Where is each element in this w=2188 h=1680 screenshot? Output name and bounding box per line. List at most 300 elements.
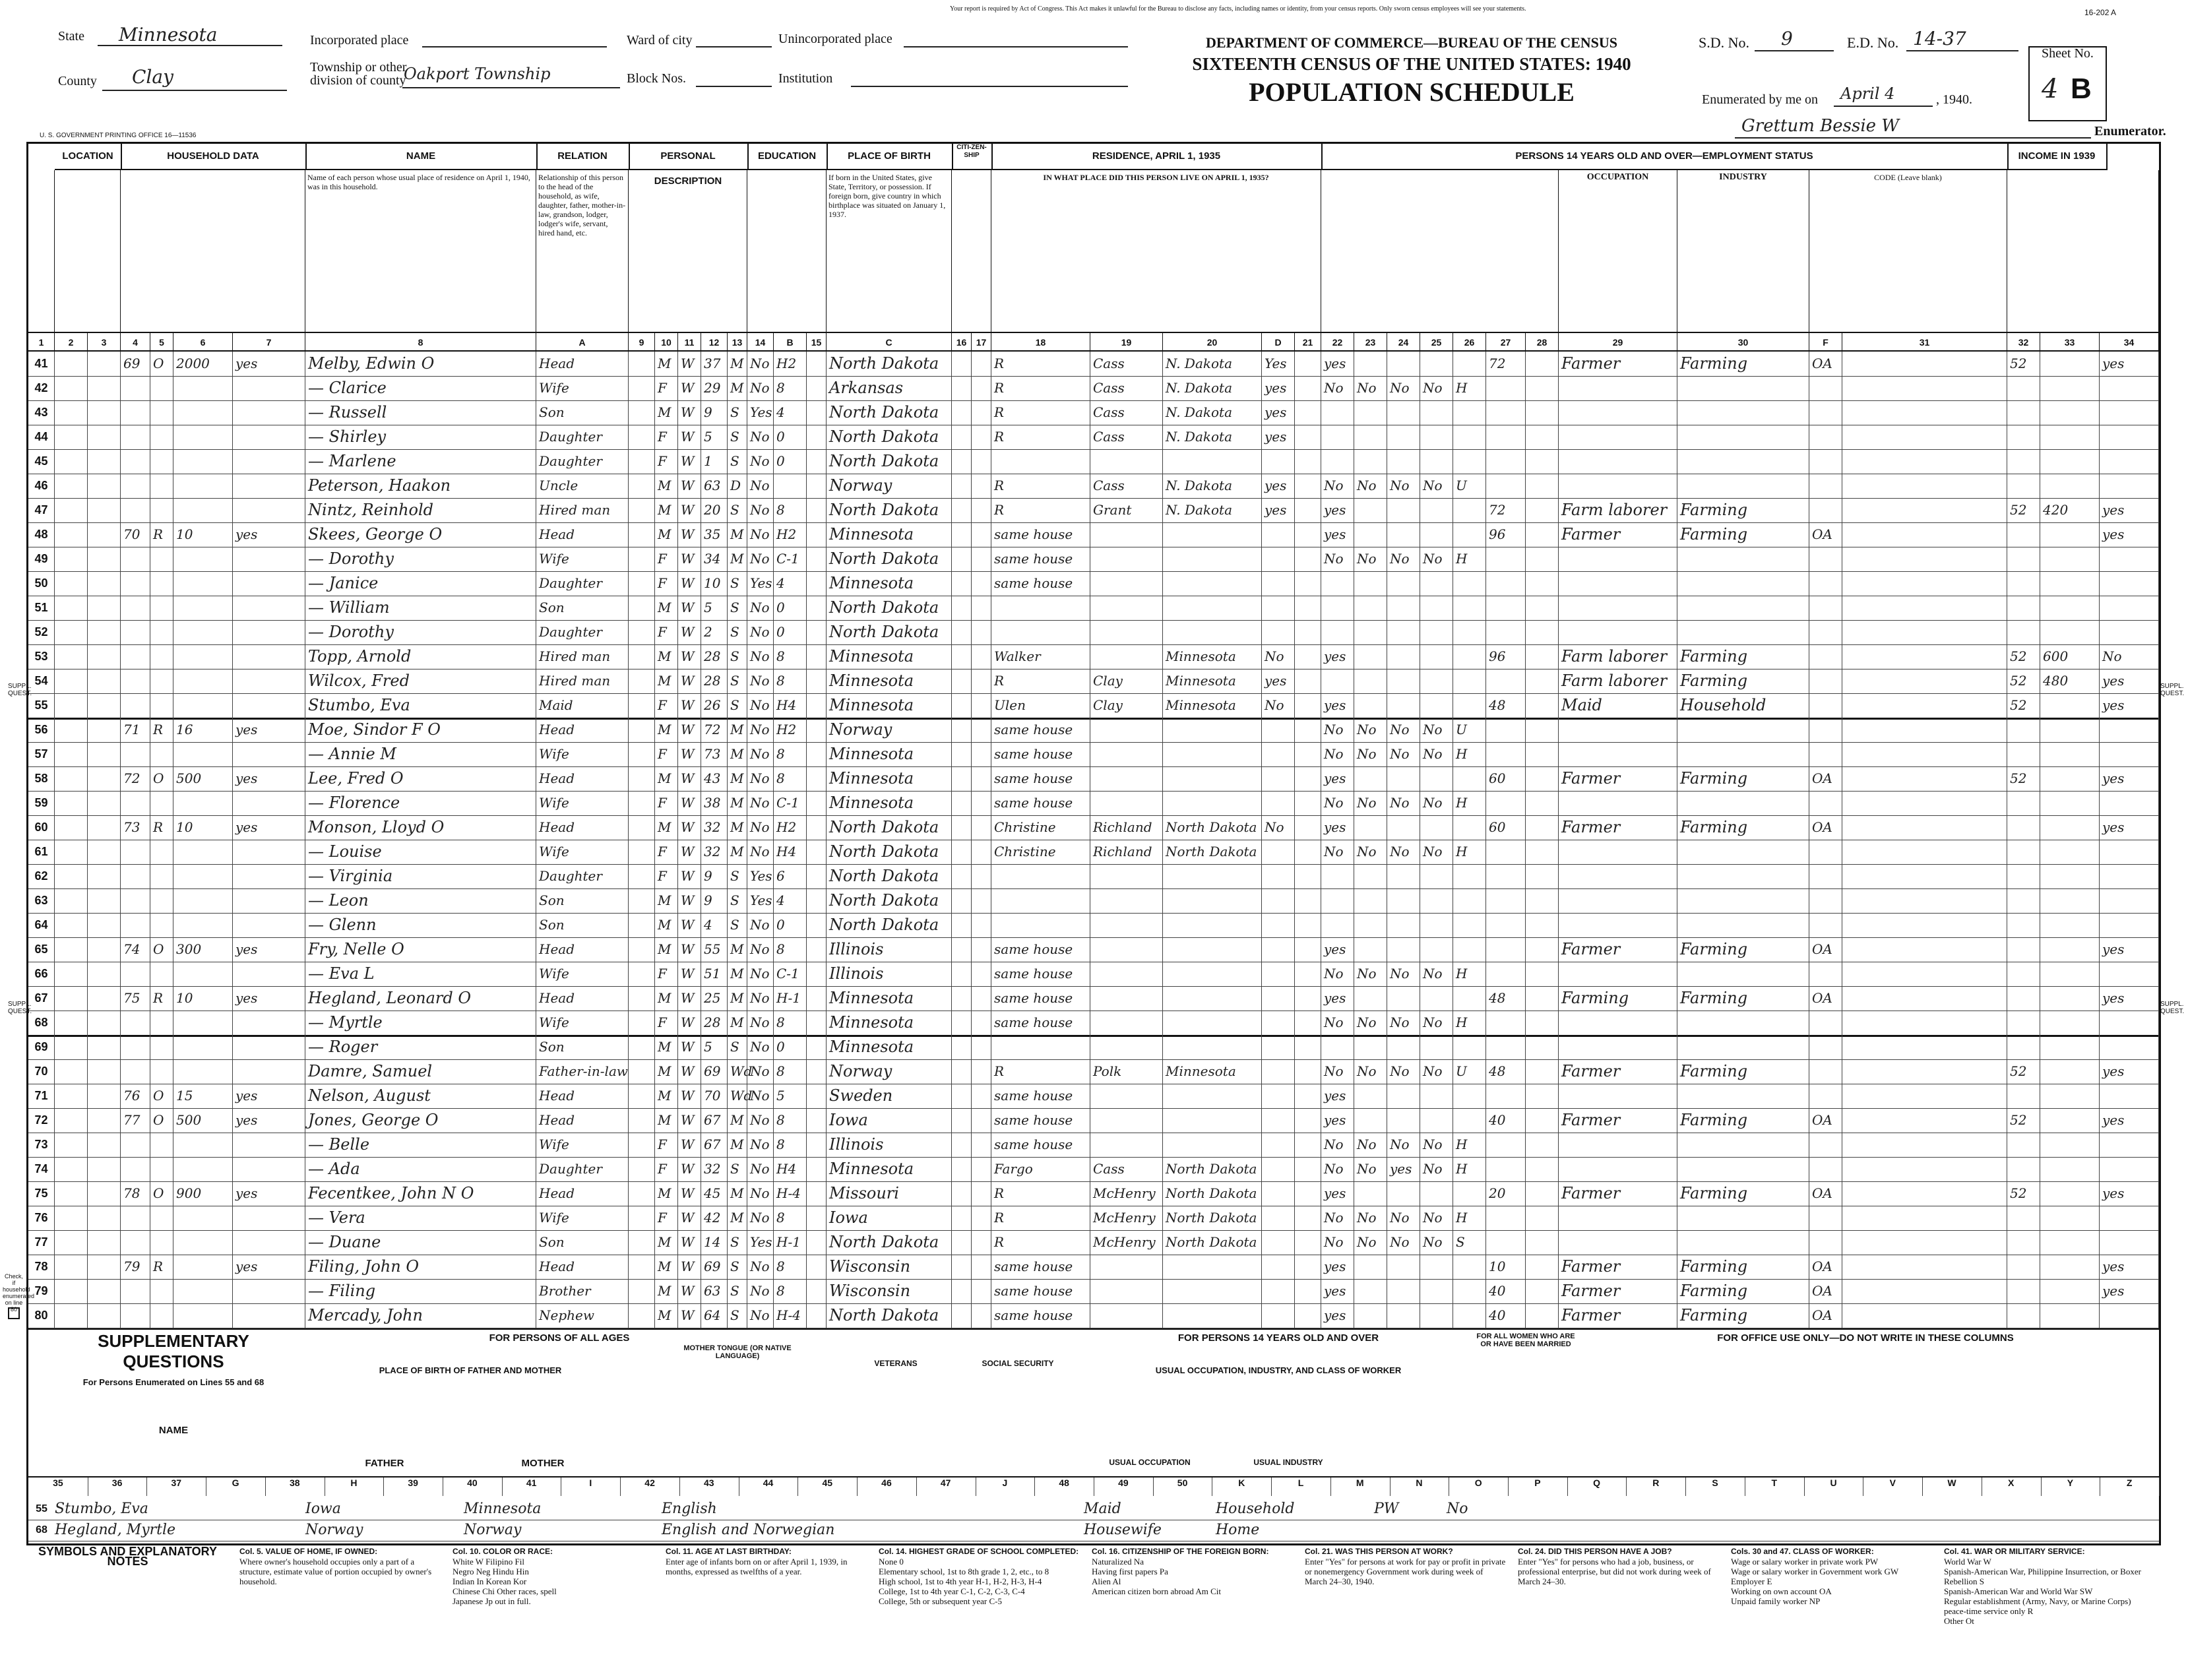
supp-veterans: VETERANS xyxy=(874,1359,918,1368)
cell-class: OA xyxy=(1809,937,1842,962)
cell-blank xyxy=(1526,547,1559,571)
cell-line: 42 xyxy=(28,376,55,400)
cell-blank xyxy=(1842,1133,2007,1157)
supp-column-number: 42 xyxy=(620,1478,680,1496)
cell-industry xyxy=(1677,791,1809,815)
cell-blank xyxy=(55,425,88,449)
cell-hours: 40 xyxy=(1486,1303,1526,1328)
cell-school: No xyxy=(747,596,774,620)
cell-state xyxy=(1163,571,1262,596)
check-household-box[interactable] xyxy=(8,1307,20,1319)
table-row xyxy=(28,1035,2159,1060)
cell-c22 xyxy=(1354,352,1387,376)
cell-relation: Head xyxy=(536,352,629,376)
cell-c21: No xyxy=(1321,1133,1354,1157)
cell-c22 xyxy=(1354,913,1387,937)
cell-blank xyxy=(88,888,121,913)
cell-c25 xyxy=(1453,815,1486,840)
cell-blank xyxy=(952,400,972,425)
cell-c24 xyxy=(1420,644,1453,669)
cell-blank xyxy=(952,791,972,815)
cell-value xyxy=(173,1059,233,1084)
supp-social-security: SOCIAL SECURITY xyxy=(982,1359,1054,1368)
cell-class xyxy=(1809,644,1842,669)
cell-farm xyxy=(233,864,305,888)
cell-income xyxy=(2040,742,2100,766)
cell-hours xyxy=(1486,400,1526,425)
colhead-household xyxy=(121,170,305,332)
cell-city xyxy=(991,1035,1090,1059)
cell-marital: M xyxy=(728,522,747,547)
cell-blank xyxy=(1842,376,2007,400)
cell-birth: Norway xyxy=(827,1059,952,1084)
cell-other xyxy=(2100,742,2159,766)
colhead-name: Name of each person whose usual place of residence on April 1, 1940, was in this household. xyxy=(305,170,536,332)
cell-race: W xyxy=(678,547,701,571)
cell-name: — William xyxy=(305,596,536,620)
cell-name: — Eva L xyxy=(305,962,536,986)
cell-blank xyxy=(629,840,655,864)
cell-sex: F xyxy=(655,864,678,888)
cell-farm xyxy=(233,1059,305,1084)
cell-blank xyxy=(1295,766,1321,791)
cell-c21: yes xyxy=(1321,498,1354,522)
cell-county xyxy=(1090,547,1163,571)
cell-county xyxy=(1090,718,1163,742)
colhead-industry: INDUSTRY xyxy=(1677,170,1809,332)
cell-race: W xyxy=(678,1059,701,1084)
cell-value: 10 xyxy=(173,986,233,1011)
supp-column-number: I xyxy=(561,1478,621,1496)
cell-c23 xyxy=(1387,766,1420,791)
cell-blank xyxy=(1842,888,2007,913)
cell-birth: North Dakota xyxy=(827,1303,952,1328)
table-row xyxy=(28,1011,2159,1037)
supp-column-number: 46 xyxy=(857,1478,917,1496)
column-number: 12 xyxy=(701,332,728,352)
supp-cell-cls xyxy=(1374,1520,1414,1541)
cell-name: — Janice xyxy=(305,571,536,596)
cell-occupation: Farmer xyxy=(1559,1279,1677,1303)
cell-relation: Wife xyxy=(536,840,629,864)
cell-income xyxy=(2040,864,2100,888)
cell-other: yes xyxy=(2100,693,2159,718)
cell-blank xyxy=(629,498,655,522)
cell-occupation: Farmer xyxy=(1559,1108,1677,1133)
note-text: Enter "Yes" for persons who had a job, business, or professional enterprise, but did not work during week of March 24–30. xyxy=(1518,1557,1711,1586)
cell-hours xyxy=(1486,962,1526,986)
cell-c22 xyxy=(1354,888,1387,913)
cell-school: No xyxy=(747,449,774,474)
table-row xyxy=(28,449,2159,474)
cell-own: R xyxy=(150,718,173,742)
cell-blank xyxy=(807,913,827,937)
cell-sex: M xyxy=(655,766,678,791)
cell-blank xyxy=(807,1084,827,1108)
cell-c21 xyxy=(1321,571,1354,596)
cell-state: Minnesota xyxy=(1163,669,1262,693)
cell-school: No xyxy=(747,1084,774,1108)
cell-blank xyxy=(88,791,121,815)
suppl-quest-label-55-right: SUPPL. QUEST. xyxy=(2160,683,2185,697)
cell-farm35: yes xyxy=(1262,425,1295,449)
cell-age: 2 xyxy=(701,620,728,644)
cell-marital: M xyxy=(728,1206,747,1230)
cell-blank xyxy=(807,522,827,547)
cell-relation: Head xyxy=(536,718,629,742)
column-number: 7 xyxy=(233,332,305,352)
cell-blank xyxy=(1842,937,2007,962)
enumerated-year: , 1940. xyxy=(1936,92,1972,107)
cell-dwelling xyxy=(121,449,150,474)
cell-age: 55 xyxy=(701,937,728,962)
cell-name: — Dorothy xyxy=(305,547,536,571)
cell-blank xyxy=(952,571,972,596)
cell-race: W xyxy=(678,1181,701,1206)
cell-c21: No xyxy=(1321,376,1354,400)
cell-c24: No xyxy=(1420,1011,1453,1035)
cell-blank xyxy=(55,1181,88,1206)
cell-blank xyxy=(88,962,121,986)
cell-line: 75 xyxy=(28,1181,55,1206)
cell-occupation: Farmer xyxy=(1559,352,1677,376)
cell-state: Minnesota xyxy=(1163,644,1262,669)
cell-value: 500 xyxy=(173,1108,233,1133)
cell-county: Cass xyxy=(1090,352,1163,376)
column-number: 34 xyxy=(2100,332,2159,352)
supp-cell-occ: Housewife xyxy=(1084,1522,1162,1538)
cell-marital: S xyxy=(728,1255,747,1279)
cell-blank xyxy=(1842,1157,2007,1181)
cell-line: 60 xyxy=(28,815,55,840)
cell-school: Yes xyxy=(747,571,774,596)
cell-other xyxy=(2100,1035,2159,1059)
cell-income xyxy=(2040,400,2100,425)
cell-blank xyxy=(1842,596,2007,620)
column-number: 33 xyxy=(2040,332,2100,352)
cell-relation: Wife xyxy=(536,962,629,986)
cell-blank xyxy=(972,742,991,766)
cell-sex: M xyxy=(655,498,678,522)
cell-birth: Iowa xyxy=(827,1206,952,1230)
cell-blank xyxy=(972,1035,991,1059)
cell-city: same house xyxy=(991,1255,1090,1279)
cell-birth: Minnesota xyxy=(827,1035,952,1059)
cell-grade: H2 xyxy=(774,815,807,840)
cell-line: 63 xyxy=(28,888,55,913)
cell-blank xyxy=(88,1108,121,1133)
cell-c24: No xyxy=(1420,376,1453,400)
cell-own xyxy=(150,620,173,644)
table-row xyxy=(28,1206,2159,1231)
cell-race: W xyxy=(678,913,701,937)
cell-class xyxy=(1809,742,1842,766)
cell-own xyxy=(150,425,173,449)
cell-c23 xyxy=(1387,864,1420,888)
cell-c24 xyxy=(1420,352,1453,376)
cell-blank xyxy=(952,1255,972,1279)
cell-marital: S xyxy=(728,693,747,718)
cell-blank xyxy=(1842,498,2007,522)
cell-birth: Minnesota xyxy=(827,522,952,547)
cell-hours xyxy=(1486,1230,1526,1255)
cell-class: OA xyxy=(1809,1255,1842,1279)
cell-blank xyxy=(1842,352,2007,376)
cell-blank xyxy=(1295,840,1321,864)
cell-blank xyxy=(952,596,972,620)
cell-blank xyxy=(55,1206,88,1230)
cell-line: 65 xyxy=(28,937,55,962)
cell-class: OA xyxy=(1809,766,1842,791)
cell-city: same house xyxy=(991,1133,1090,1157)
cell-blank xyxy=(1526,986,1559,1011)
cell-blank xyxy=(1842,1255,2007,1279)
cell-class xyxy=(1809,791,1842,815)
cell-occupation xyxy=(1559,888,1677,913)
cell-blank xyxy=(1842,962,2007,986)
cell-class xyxy=(1809,669,1842,693)
form-number: 16-202 A xyxy=(2084,8,2117,17)
cell-marital: S xyxy=(728,596,747,620)
cell-farm xyxy=(233,547,305,571)
cell-blank xyxy=(807,840,827,864)
cell-relation: Head xyxy=(536,1084,629,1108)
incorporated-line xyxy=(422,46,607,47)
cell-c21: yes xyxy=(1321,937,1354,962)
cell-blank xyxy=(1842,1279,2007,1303)
cell-marital: M xyxy=(728,962,747,986)
cell-farm xyxy=(233,474,305,498)
cell-class: OA xyxy=(1809,1108,1842,1133)
cell-race: W xyxy=(678,937,701,962)
cell-industry: Farming xyxy=(1677,1303,1809,1328)
cell-school: No xyxy=(747,1279,774,1303)
cell-blank xyxy=(55,1084,88,1108)
cell-blank xyxy=(807,669,827,693)
cell-blank xyxy=(807,425,827,449)
cell-school: No xyxy=(747,815,774,840)
cell-blank xyxy=(1295,864,1321,888)
note-block xyxy=(666,1547,868,1576)
cell-weeks xyxy=(2007,1255,2040,1279)
cell-blank xyxy=(972,1059,991,1084)
cell-blank xyxy=(1295,1084,1321,1108)
cell-blank xyxy=(952,1206,972,1230)
cell-school: No xyxy=(747,620,774,644)
cell-name: Peterson, Haakon xyxy=(305,474,536,498)
cell-class xyxy=(1809,718,1842,742)
cell-blank xyxy=(629,718,655,742)
cell-blank xyxy=(88,498,121,522)
cell-c25 xyxy=(1453,522,1486,547)
cell-blank xyxy=(1526,840,1559,864)
cell-income xyxy=(2040,1279,2100,1303)
sheet-number: 4 xyxy=(2042,74,2059,104)
cell-c24 xyxy=(1420,864,1453,888)
cell-c25 xyxy=(1453,425,1486,449)
cell-c23: No xyxy=(1387,742,1420,766)
cell-marital: S xyxy=(728,449,747,474)
cell-blank xyxy=(55,840,88,864)
cell-blank xyxy=(1295,571,1321,596)
cell-blank xyxy=(88,815,121,840)
cell-c21: No xyxy=(1321,962,1354,986)
cell-blank xyxy=(1295,1157,1321,1181)
cell-value xyxy=(173,596,233,620)
cell-c25: S xyxy=(1453,1230,1486,1255)
cell-grade: H2 xyxy=(774,522,807,547)
sd-label: S.D. No. xyxy=(1699,34,1750,51)
cell-blank xyxy=(1295,742,1321,766)
cell-line: 72 xyxy=(28,1108,55,1133)
cell-dwelling xyxy=(121,693,150,718)
cell-line: 57 xyxy=(28,742,55,766)
cell-state xyxy=(1163,1279,1262,1303)
cell-blank xyxy=(1842,1181,2007,1206)
cell-blank xyxy=(952,718,972,742)
cell-industry xyxy=(1677,547,1809,571)
cell-blank xyxy=(1842,644,2007,669)
cell-hours xyxy=(1486,571,1526,596)
cell-value xyxy=(173,669,233,693)
cell-income: 480 xyxy=(2040,669,2100,693)
cell-relation: Wife xyxy=(536,791,629,815)
cell-marital: S xyxy=(728,913,747,937)
cell-birth: Illinois xyxy=(827,937,952,962)
cell-other xyxy=(2100,571,2159,596)
column-number: 20 xyxy=(1163,332,1262,352)
ward-line xyxy=(696,46,772,47)
cell-blank xyxy=(1295,937,1321,962)
cell-c21: yes xyxy=(1321,1084,1354,1108)
cell-hours xyxy=(1486,1084,1526,1108)
cell-birth: North Dakota xyxy=(827,888,952,913)
cell-city: R xyxy=(991,669,1090,693)
cell-county xyxy=(1090,1133,1163,1157)
cell-blank xyxy=(1842,1084,2007,1108)
cell-blank xyxy=(972,986,991,1011)
cell-name: — Shirley xyxy=(305,425,536,449)
table-row xyxy=(28,864,2159,889)
cell-farm35 xyxy=(1262,522,1295,547)
supp-column-number: 45 xyxy=(797,1478,858,1496)
cell-blank xyxy=(55,888,88,913)
ed-line xyxy=(1906,50,2018,51)
cell-c22: No xyxy=(1354,718,1387,742)
cell-city: R xyxy=(991,400,1090,425)
cell-hours xyxy=(1486,449,1526,474)
cell-blank xyxy=(629,376,655,400)
cell-weeks xyxy=(2007,571,2040,596)
cell-race: W xyxy=(678,1133,701,1157)
cell-own xyxy=(150,547,173,571)
cell-income xyxy=(2040,937,2100,962)
cell-blank xyxy=(972,352,991,376)
supp-subtitle: For Persons Enumerated on Lines 55 and 68 xyxy=(82,1377,265,1387)
cell-blank xyxy=(88,718,121,742)
colhead-line xyxy=(28,170,55,332)
cell-school: Yes xyxy=(747,864,774,888)
cell-c25: H xyxy=(1453,376,1486,400)
cell-blank xyxy=(1295,1181,1321,1206)
confidentiality-notice: Your report is required by Act of Congress. This Act makes it unlawful for the Bureau to disclose any facts, including names or identity, from your census reports. Only sworn census employees will see your statements. xyxy=(950,5,1526,13)
cell-relation: Wife xyxy=(536,1133,629,1157)
cell-c25 xyxy=(1453,766,1486,791)
cell-industry: Farming xyxy=(1677,1059,1809,1084)
cell-c21 xyxy=(1321,1035,1354,1059)
supp-column-number: R xyxy=(1627,1478,1687,1496)
cell-marital: M xyxy=(728,986,747,1011)
cell-c25: U xyxy=(1453,1059,1486,1084)
cell-race: W xyxy=(678,1206,701,1230)
cell-age: 32 xyxy=(701,815,728,840)
cell-school: No xyxy=(747,1181,774,1206)
cell-age: 72 xyxy=(701,718,728,742)
cell-c25 xyxy=(1453,596,1486,620)
supp-column-number: U xyxy=(1804,1478,1864,1496)
cell-c23 xyxy=(1387,1279,1420,1303)
group-household: HOUSEHOLD DATA xyxy=(121,144,307,170)
cell-relation: Son xyxy=(536,1230,629,1255)
cell-blank xyxy=(1526,718,1559,742)
cell-weeks: 52 xyxy=(2007,1108,2040,1133)
cell-grade: H2 xyxy=(774,352,807,376)
cell-blank xyxy=(807,791,827,815)
table-row xyxy=(28,742,2159,767)
cell-farm35: yes xyxy=(1262,376,1295,400)
cell-dwelling xyxy=(121,1206,150,1230)
cell-class xyxy=(1809,1084,1842,1108)
cell-name: Skees, George O xyxy=(305,522,536,547)
cell-blank xyxy=(807,400,827,425)
cell-occupation xyxy=(1559,620,1677,644)
cell-farm: yes xyxy=(233,937,305,962)
cell-relation: Wife xyxy=(536,742,629,766)
cell-age: 14 xyxy=(701,1230,728,1255)
cell-blank xyxy=(952,620,972,644)
cell-line: 59 xyxy=(28,791,55,815)
cell-c24 xyxy=(1420,596,1453,620)
cell-other xyxy=(2100,1230,2159,1255)
table-row xyxy=(28,1084,2159,1109)
cell-blank xyxy=(1842,449,2007,474)
cell-other xyxy=(2100,1133,2159,1157)
cell-blank xyxy=(1526,1255,1559,1279)
cell-income xyxy=(2040,1133,2100,1157)
table-row xyxy=(28,571,2159,596)
cell-grade: H-1 xyxy=(774,986,807,1011)
cell-blank xyxy=(629,644,655,669)
table-row xyxy=(28,547,2159,572)
cell-blank xyxy=(1295,425,1321,449)
cell-race: W xyxy=(678,742,701,766)
cell-blank xyxy=(88,449,121,474)
cell-class: OA xyxy=(1809,352,1842,376)
cell-blank xyxy=(1842,547,2007,571)
cell-blank xyxy=(807,449,827,474)
cell-industry xyxy=(1677,1035,1809,1059)
cell-c22: No xyxy=(1354,791,1387,815)
cell-marital: M xyxy=(728,1181,747,1206)
cell-other: yes xyxy=(2100,522,2159,547)
cell-line: 48 xyxy=(28,522,55,547)
cell-state xyxy=(1163,718,1262,742)
cell-c22: No xyxy=(1354,742,1387,766)
cell-dwelling xyxy=(121,1157,150,1181)
cell-value: 900 xyxy=(173,1181,233,1206)
cell-occupation: Farmer xyxy=(1559,937,1677,962)
cell-occupation xyxy=(1559,474,1677,498)
